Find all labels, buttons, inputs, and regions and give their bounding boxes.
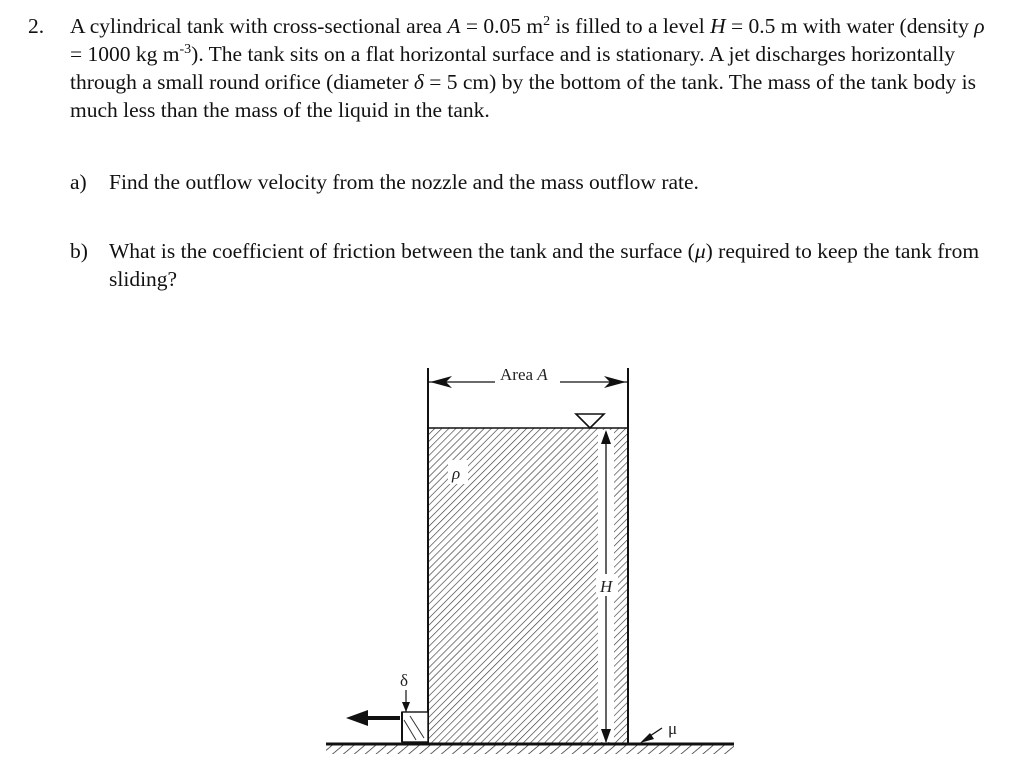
question-b [70, 237, 990, 293]
question-b-label: b) [70, 239, 88, 263]
problem-number: 2. [28, 14, 45, 38]
mu-label: μ [668, 719, 678, 738]
problem-text: A cylindrical tank with cross-sectional area A = 0.05 $m^2$ is filled to a level H = 0.5 m with water (density ρ = 1000 kg $m^{-3}$). The tank sits on a flat horizontal surface and is stationary. A jet discharges horizontally through a small round orifice (diameter δ = 5 cm) by the bottom of the tank. The mass of the tank body is much less than the mass of the liquid in the tank. [70, 13, 985, 122]
delta-label: δ [400, 671, 409, 690]
question-a-text: Find the outflow velocity from the nozzle and the mass outflow rate. [109, 170, 699, 194]
area-label: Area A [500, 365, 548, 384]
nozzle [402, 712, 428, 742]
tank-diagram [320, 355, 740, 760]
jet-arrow [346, 710, 400, 726]
delta-dimension [402, 690, 410, 712]
question-a [70, 168, 990, 196]
problem-statement [28, 12, 998, 124]
height-label: H [600, 577, 613, 596]
question-a-label: a) [70, 170, 87, 194]
friction-arrow [640, 728, 662, 743]
question-b-text: What is the coefficient of friction between the tank and the surface (μ) required to keep the tank from sliding? [109, 239, 980, 291]
free-surface-symbol [576, 414, 604, 428]
density-label: ρ [452, 464, 461, 483]
